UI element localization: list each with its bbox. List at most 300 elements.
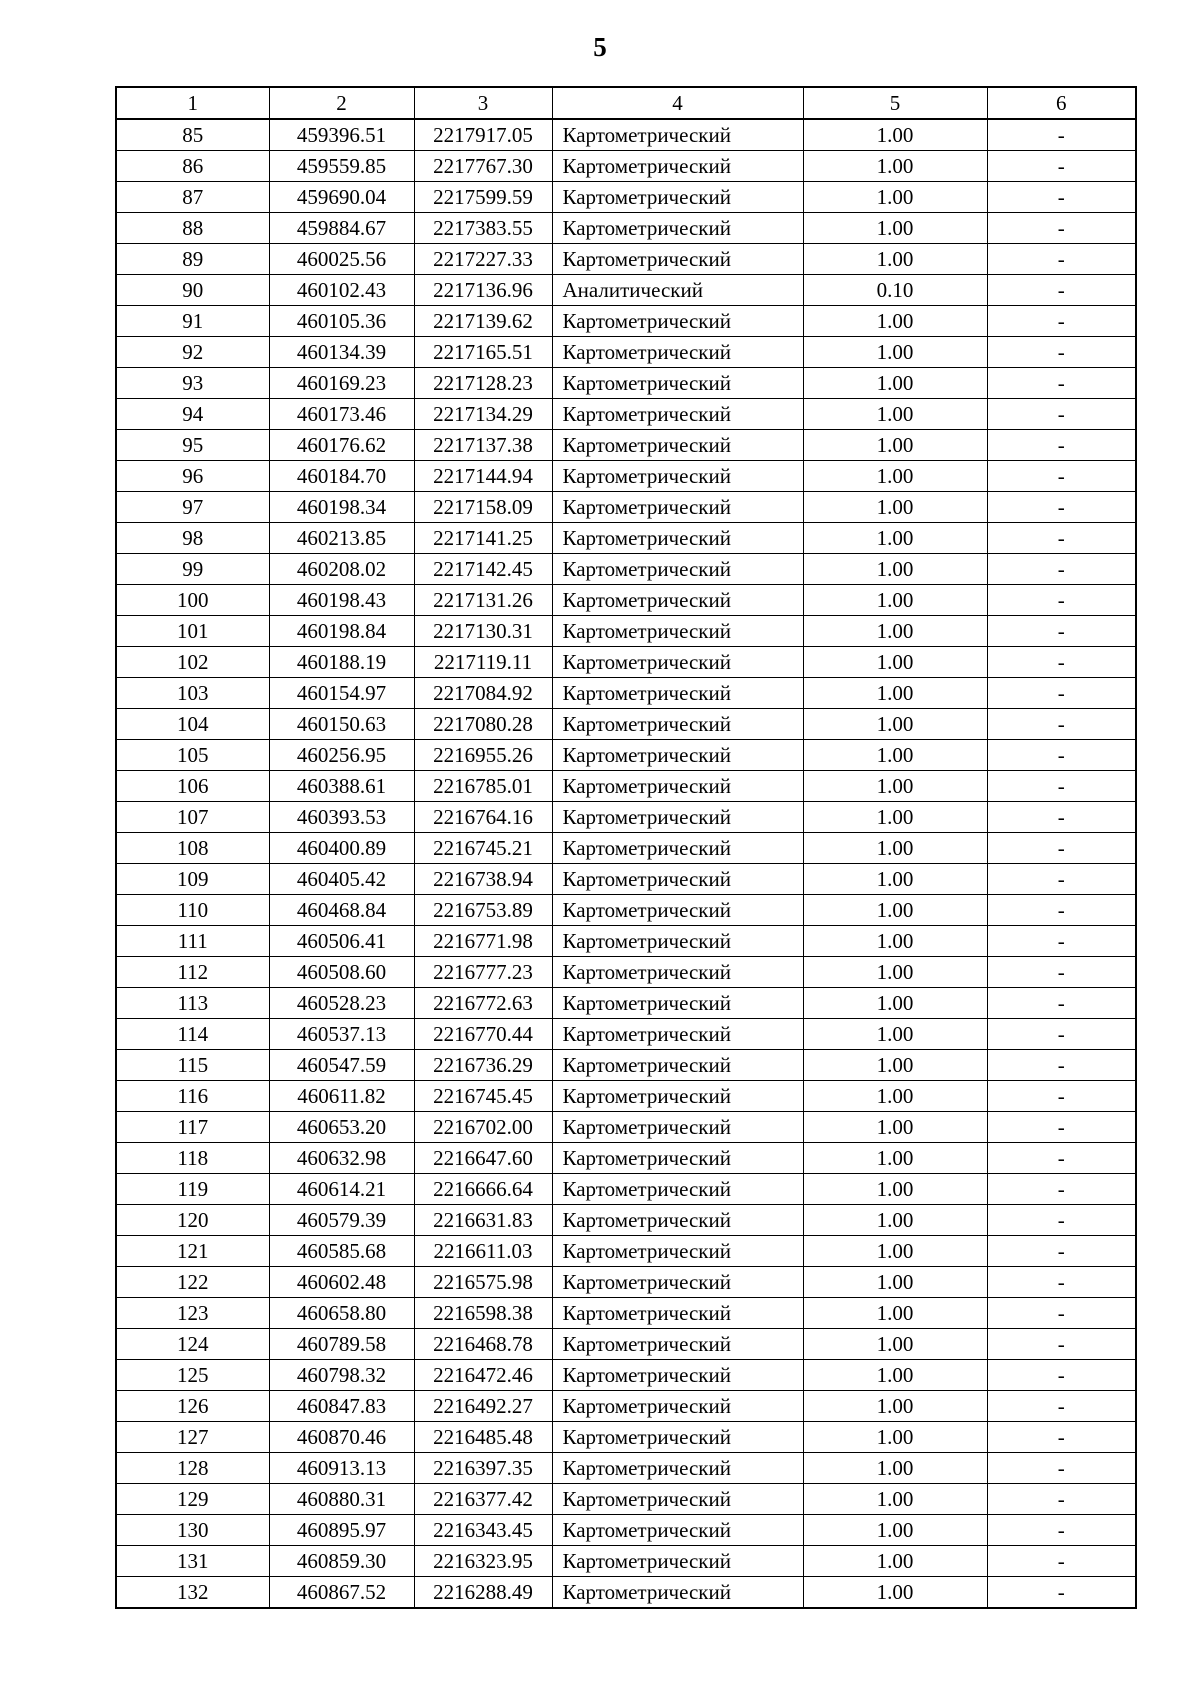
note-cell: -	[987, 1236, 1136, 1267]
x-coordinate-cell: 460188.19	[269, 647, 414, 678]
method-cell: Картометрический	[552, 1174, 803, 1205]
method-cell: Картометрический	[552, 523, 803, 554]
note-cell: -	[987, 678, 1136, 709]
note-cell: -	[987, 864, 1136, 895]
method-cell: Картометрический	[552, 1298, 803, 1329]
table-row	[116, 647, 1136, 678]
method-cell: Картометрический	[552, 678, 803, 709]
method-cell: Картометрический	[552, 1422, 803, 1453]
accuracy-cell: 1.00	[803, 244, 987, 275]
note-cell: -	[987, 337, 1136, 368]
accuracy-cell: 1.00	[803, 523, 987, 554]
accuracy-cell: 1.00	[803, 461, 987, 492]
point-number-cell: 123	[116, 1298, 269, 1329]
x-coordinate-cell: 460789.58	[269, 1329, 414, 1360]
table-row	[116, 275, 1136, 306]
point-number-cell: 99	[116, 554, 269, 585]
y-coordinate-cell: 2216764.16	[414, 802, 552, 833]
table-row	[116, 926, 1136, 957]
point-number-cell: 130	[116, 1515, 269, 1546]
note-cell: -	[987, 988, 1136, 1019]
x-coordinate-cell: 460198.84	[269, 616, 414, 647]
method-cell: Картометрический	[552, 337, 803, 368]
note-cell: -	[987, 957, 1136, 988]
table-row	[116, 833, 1136, 864]
note-cell: -	[987, 244, 1136, 275]
y-coordinate-cell: 2216738.94	[414, 864, 552, 895]
x-coordinate-cell: 460176.62	[269, 430, 414, 461]
point-number-cell: 90	[116, 275, 269, 306]
method-cell: Картометрический	[552, 182, 803, 213]
table-row	[116, 1453, 1136, 1484]
x-coordinate-cell: 460913.13	[269, 1453, 414, 1484]
method-cell: Аналитический	[552, 275, 803, 306]
note-cell: -	[987, 368, 1136, 399]
accuracy-cell: 1.00	[803, 306, 987, 337]
point-number-cell: 122	[116, 1267, 269, 1298]
method-cell: Картометрический	[552, 1050, 803, 1081]
note-cell: -	[987, 275, 1136, 306]
method-cell: Картометрический	[552, 771, 803, 802]
column-header: 6	[987, 87, 1136, 119]
y-coordinate-cell: 2216745.45	[414, 1081, 552, 1112]
note-cell: -	[987, 554, 1136, 585]
coordinates-table	[115, 86, 1137, 1609]
note-cell: -	[987, 430, 1136, 461]
x-coordinate-cell: 460154.97	[269, 678, 414, 709]
point-number-cell: 131	[116, 1546, 269, 1577]
x-coordinate-cell: 460105.36	[269, 306, 414, 337]
accuracy-cell: 1.00	[803, 492, 987, 523]
point-number-cell: 126	[116, 1391, 269, 1422]
table-row	[116, 1174, 1136, 1205]
table-row	[116, 740, 1136, 771]
method-cell: Картометрический	[552, 1391, 803, 1422]
y-coordinate-cell: 2216611.03	[414, 1236, 552, 1267]
point-number-cell: 128	[116, 1453, 269, 1484]
point-number-cell: 111	[116, 926, 269, 957]
table-row	[116, 988, 1136, 1019]
table-row	[116, 554, 1136, 585]
accuracy-cell: 1.00	[803, 1081, 987, 1112]
point-number-cell: 91	[116, 306, 269, 337]
point-number-cell: 117	[116, 1112, 269, 1143]
table-row	[116, 1360, 1136, 1391]
note-cell: -	[987, 119, 1136, 151]
y-coordinate-cell: 2216377.42	[414, 1484, 552, 1515]
point-number-cell: 101	[116, 616, 269, 647]
method-cell: Картометрический	[552, 1577, 803, 1609]
point-number-cell: 118	[116, 1143, 269, 1174]
x-coordinate-cell: 460468.84	[269, 895, 414, 926]
note-cell: -	[987, 771, 1136, 802]
y-coordinate-cell: 2217136.96	[414, 275, 552, 306]
table-row	[116, 1081, 1136, 1112]
note-cell: -	[987, 802, 1136, 833]
table-row	[116, 1236, 1136, 1267]
y-coordinate-cell: 2217142.45	[414, 554, 552, 585]
point-number-cell: 113	[116, 988, 269, 1019]
table-row	[116, 306, 1136, 337]
note-cell: -	[987, 1143, 1136, 1174]
accuracy-cell: 1.00	[803, 119, 987, 151]
y-coordinate-cell: 2216770.44	[414, 1019, 552, 1050]
x-coordinate-cell: 460405.42	[269, 864, 414, 895]
y-coordinate-cell: 2216955.26	[414, 740, 552, 771]
accuracy-cell: 1.00	[803, 802, 987, 833]
accuracy-cell: 1.00	[803, 1546, 987, 1577]
accuracy-cell: 1.00	[803, 1236, 987, 1267]
method-cell: Картометрический	[552, 616, 803, 647]
method-cell: Картометрический	[552, 1360, 803, 1391]
accuracy-cell: 1.00	[803, 1205, 987, 1236]
y-coordinate-cell: 2217165.51	[414, 337, 552, 368]
x-coordinate-cell: 460102.43	[269, 275, 414, 306]
accuracy-cell: 1.00	[803, 740, 987, 771]
note-cell: -	[987, 1267, 1136, 1298]
x-coordinate-cell: 459690.04	[269, 182, 414, 213]
y-coordinate-cell: 2217134.29	[414, 399, 552, 430]
x-coordinate-cell: 460256.95	[269, 740, 414, 771]
table-row	[116, 585, 1136, 616]
x-coordinate-cell: 460859.30	[269, 1546, 414, 1577]
x-coordinate-cell: 460602.48	[269, 1267, 414, 1298]
accuracy-cell: 1.00	[803, 1422, 987, 1453]
method-cell: Картометрический	[552, 492, 803, 523]
table-row	[116, 1205, 1136, 1236]
point-number-cell: 107	[116, 802, 269, 833]
note-cell: -	[987, 585, 1136, 616]
note-cell: -	[987, 647, 1136, 678]
table-row	[116, 182, 1136, 213]
table-row	[116, 430, 1136, 461]
note-cell: -	[987, 1050, 1136, 1081]
method-cell: Картометрический	[552, 895, 803, 926]
method-cell: Картометрический	[552, 1546, 803, 1577]
y-coordinate-cell: 2216753.89	[414, 895, 552, 926]
y-coordinate-cell: 2217144.94	[414, 461, 552, 492]
x-coordinate-cell: 460880.31	[269, 1484, 414, 1515]
point-number-cell: 110	[116, 895, 269, 926]
y-coordinate-cell: 2216745.21	[414, 833, 552, 864]
point-number-cell: 115	[116, 1050, 269, 1081]
method-cell: Картометрический	[552, 740, 803, 771]
x-coordinate-cell: 460173.46	[269, 399, 414, 430]
point-number-cell: 92	[116, 337, 269, 368]
accuracy-cell: 1.00	[803, 1453, 987, 1484]
method-cell: Картометрический	[552, 957, 803, 988]
note-cell: -	[987, 1577, 1136, 1609]
y-coordinate-cell: 2216777.23	[414, 957, 552, 988]
y-coordinate-cell: 2216736.29	[414, 1050, 552, 1081]
note-cell: -	[987, 213, 1136, 244]
y-coordinate-cell: 2217128.23	[414, 368, 552, 399]
table-row	[116, 1546, 1136, 1577]
table-row	[116, 399, 1136, 430]
accuracy-cell: 1.00	[803, 585, 987, 616]
accuracy-cell: 1.00	[803, 1515, 987, 1546]
note-cell: -	[987, 616, 1136, 647]
note-cell: -	[987, 523, 1136, 554]
point-number-cell: 108	[116, 833, 269, 864]
point-number-cell: 114	[116, 1019, 269, 1050]
accuracy-cell: 1.00	[803, 957, 987, 988]
accuracy-cell: 1.00	[803, 864, 987, 895]
point-number-cell: 124	[116, 1329, 269, 1360]
method-cell: Картометрический	[552, 430, 803, 461]
point-number-cell: 127	[116, 1422, 269, 1453]
point-number-cell: 95	[116, 430, 269, 461]
accuracy-cell: 1.00	[803, 182, 987, 213]
x-coordinate-cell: 460653.20	[269, 1112, 414, 1143]
x-coordinate-cell: 460798.32	[269, 1360, 414, 1391]
y-coordinate-cell: 2216631.83	[414, 1205, 552, 1236]
method-cell: Картометрический	[552, 647, 803, 678]
point-number-cell: 94	[116, 399, 269, 430]
point-number-cell: 120	[116, 1205, 269, 1236]
note-cell: -	[987, 926, 1136, 957]
method-cell: Картометрический	[552, 1143, 803, 1174]
table-row	[116, 1050, 1136, 1081]
note-cell: -	[987, 1174, 1136, 1205]
accuracy-cell: 1.00	[803, 1112, 987, 1143]
point-number-cell: 109	[116, 864, 269, 895]
y-coordinate-cell: 2217131.26	[414, 585, 552, 616]
method-cell: Картометрический	[552, 306, 803, 337]
point-number-cell: 125	[116, 1360, 269, 1391]
page-number: 5	[593, 32, 607, 62]
point-number-cell: 86	[116, 151, 269, 182]
point-number-cell: 104	[116, 709, 269, 740]
note-cell: -	[987, 1019, 1136, 1050]
x-coordinate-cell: 460134.39	[269, 337, 414, 368]
point-number-cell: 132	[116, 1577, 269, 1609]
y-coordinate-cell: 2216472.46	[414, 1360, 552, 1391]
point-number-cell: 89	[116, 244, 269, 275]
accuracy-cell: 1.00	[803, 616, 987, 647]
method-cell: Картометрический	[552, 1329, 803, 1360]
table-row	[116, 151, 1136, 182]
x-coordinate-cell: 460508.60	[269, 957, 414, 988]
method-cell: Картометрический	[552, 368, 803, 399]
accuracy-cell: 1.00	[803, 647, 987, 678]
y-coordinate-cell: 2217383.55	[414, 213, 552, 244]
method-cell: Картометрический	[552, 864, 803, 895]
table-row	[116, 523, 1136, 554]
point-number-cell: 112	[116, 957, 269, 988]
point-number-cell: 85	[116, 119, 269, 151]
method-cell: Картометрический	[552, 1515, 803, 1546]
y-coordinate-cell: 2217767.30	[414, 151, 552, 182]
point-number-cell: 88	[116, 213, 269, 244]
note-cell: -	[987, 151, 1136, 182]
y-coordinate-cell: 2216647.60	[414, 1143, 552, 1174]
table-row	[116, 492, 1136, 523]
method-cell: Картометрический	[552, 988, 803, 1019]
y-coordinate-cell: 2216575.98	[414, 1267, 552, 1298]
table-row	[116, 1484, 1136, 1515]
note-cell: -	[987, 1453, 1136, 1484]
column-header: 4	[552, 87, 803, 119]
y-coordinate-cell: 2216785.01	[414, 771, 552, 802]
accuracy-cell: 1.00	[803, 988, 987, 1019]
table-row	[116, 1391, 1136, 1422]
method-cell: Картометрический	[552, 1453, 803, 1484]
note-cell: -	[987, 833, 1136, 864]
x-coordinate-cell: 460579.39	[269, 1205, 414, 1236]
accuracy-cell: 1.00	[803, 771, 987, 802]
y-coordinate-cell: 2217084.92	[414, 678, 552, 709]
y-coordinate-cell: 2216485.48	[414, 1422, 552, 1453]
accuracy-cell: 1.00	[803, 151, 987, 182]
method-cell: Картометрический	[552, 554, 803, 585]
method-cell: Картометрический	[552, 1205, 803, 1236]
accuracy-cell: 1.00	[803, 1143, 987, 1174]
note-cell: -	[987, 1422, 1136, 1453]
x-coordinate-cell: 460847.83	[269, 1391, 414, 1422]
table-row	[116, 119, 1136, 151]
table-row	[116, 957, 1136, 988]
point-number-cell: 105	[116, 740, 269, 771]
y-coordinate-cell: 2217141.25	[414, 523, 552, 554]
accuracy-cell: 1.00	[803, 1329, 987, 1360]
accuracy-cell: 1.00	[803, 337, 987, 368]
accuracy-cell: 1.00	[803, 1577, 987, 1609]
column-header: 5	[803, 87, 987, 119]
x-coordinate-cell: 460393.53	[269, 802, 414, 833]
y-coordinate-cell: 2216666.64	[414, 1174, 552, 1205]
y-coordinate-cell: 2216343.45	[414, 1515, 552, 1546]
method-cell: Картометрический	[552, 926, 803, 957]
accuracy-cell: 1.00	[803, 678, 987, 709]
x-coordinate-cell: 460547.59	[269, 1050, 414, 1081]
x-coordinate-cell: 459396.51	[269, 119, 414, 151]
accuracy-cell: 1.00	[803, 895, 987, 926]
accuracy-cell: 1.00	[803, 1019, 987, 1050]
x-coordinate-cell: 460537.13	[269, 1019, 414, 1050]
x-coordinate-cell: 460150.63	[269, 709, 414, 740]
accuracy-cell: 1.00	[803, 1174, 987, 1205]
table-row	[116, 1515, 1136, 1546]
x-coordinate-cell: 460198.43	[269, 585, 414, 616]
x-coordinate-cell: 460614.21	[269, 1174, 414, 1205]
table-row	[116, 368, 1136, 399]
note-cell: -	[987, 1329, 1136, 1360]
table-row	[116, 461, 1136, 492]
note-cell: -	[987, 1205, 1136, 1236]
point-number-cell: 100	[116, 585, 269, 616]
accuracy-cell: 1.00	[803, 833, 987, 864]
table-row	[116, 895, 1136, 926]
method-cell: Картометрический	[552, 833, 803, 864]
table-row	[116, 802, 1136, 833]
x-coordinate-cell: 460213.85	[269, 523, 414, 554]
note-cell: -	[987, 1112, 1136, 1143]
accuracy-cell: 1.00	[803, 926, 987, 957]
accuracy-cell: 1.00	[803, 1298, 987, 1329]
method-cell: Картометрический	[552, 399, 803, 430]
table-row	[116, 337, 1136, 368]
note-cell: -	[987, 1298, 1136, 1329]
point-number-cell: 96	[116, 461, 269, 492]
method-cell: Картометрический	[552, 585, 803, 616]
method-cell: Картометрический	[552, 1267, 803, 1298]
x-coordinate-cell: 460867.52	[269, 1577, 414, 1609]
accuracy-cell: 1.00	[803, 1050, 987, 1081]
note-cell: -	[987, 1081, 1136, 1112]
x-coordinate-cell: 460388.61	[269, 771, 414, 802]
table-row	[116, 678, 1136, 709]
method-cell: Картометрический	[552, 1484, 803, 1515]
method-cell: Картометрический	[552, 213, 803, 244]
x-coordinate-cell: 460169.23	[269, 368, 414, 399]
table-row	[116, 213, 1136, 244]
table-row	[116, 1577, 1136, 1609]
point-number-cell: 97	[116, 492, 269, 523]
y-coordinate-cell: 2217080.28	[414, 709, 552, 740]
accuracy-cell: 1.00	[803, 430, 987, 461]
method-cell: Картометрический	[552, 1081, 803, 1112]
x-coordinate-cell: 460870.46	[269, 1422, 414, 1453]
table-body	[116, 119, 1136, 1608]
y-coordinate-cell: 2217227.33	[414, 244, 552, 275]
accuracy-cell: 1.00	[803, 554, 987, 585]
table-row	[116, 1267, 1136, 1298]
table-row	[116, 771, 1136, 802]
y-coordinate-cell: 2217917.05	[414, 119, 552, 151]
y-coordinate-cell: 2217158.09	[414, 492, 552, 523]
table-row	[116, 1112, 1136, 1143]
x-coordinate-cell: 460611.82	[269, 1081, 414, 1112]
x-coordinate-cell: 460528.23	[269, 988, 414, 1019]
method-cell: Картометрический	[552, 1112, 803, 1143]
note-cell: -	[987, 895, 1136, 926]
accuracy-cell: 1.00	[803, 1360, 987, 1391]
note-cell: -	[987, 461, 1136, 492]
y-coordinate-cell: 2217119.11	[414, 647, 552, 678]
note-cell: -	[987, 1546, 1136, 1577]
point-number-cell: 121	[116, 1236, 269, 1267]
accuracy-cell: 1.00	[803, 709, 987, 740]
y-coordinate-cell: 2216771.98	[414, 926, 552, 957]
y-coordinate-cell: 2216492.27	[414, 1391, 552, 1422]
table-row	[116, 616, 1136, 647]
y-coordinate-cell: 2217130.31	[414, 616, 552, 647]
table-row	[116, 709, 1136, 740]
note-cell: -	[987, 399, 1136, 430]
x-coordinate-cell: 460198.34	[269, 492, 414, 523]
y-coordinate-cell: 2216468.78	[414, 1329, 552, 1360]
method-cell: Картометрический	[552, 1236, 803, 1267]
point-number-cell: 106	[116, 771, 269, 802]
table-row	[116, 244, 1136, 275]
x-coordinate-cell: 460506.41	[269, 926, 414, 957]
note-cell: -	[987, 740, 1136, 771]
x-coordinate-cell: 460585.68	[269, 1236, 414, 1267]
y-coordinate-cell: 2216702.00	[414, 1112, 552, 1143]
note-cell: -	[987, 1360, 1136, 1391]
y-coordinate-cell: 2216397.35	[414, 1453, 552, 1484]
column-header: 1	[116, 87, 269, 119]
x-coordinate-cell: 460658.80	[269, 1298, 414, 1329]
method-cell: Картометрический	[552, 709, 803, 740]
table-header-row	[116, 87, 1136, 119]
method-cell: Картометрический	[552, 119, 803, 151]
table-row	[116, 1329, 1136, 1360]
accuracy-cell: 1.00	[803, 1484, 987, 1515]
method-cell: Картометрический	[552, 244, 803, 275]
table-row	[116, 1422, 1136, 1453]
